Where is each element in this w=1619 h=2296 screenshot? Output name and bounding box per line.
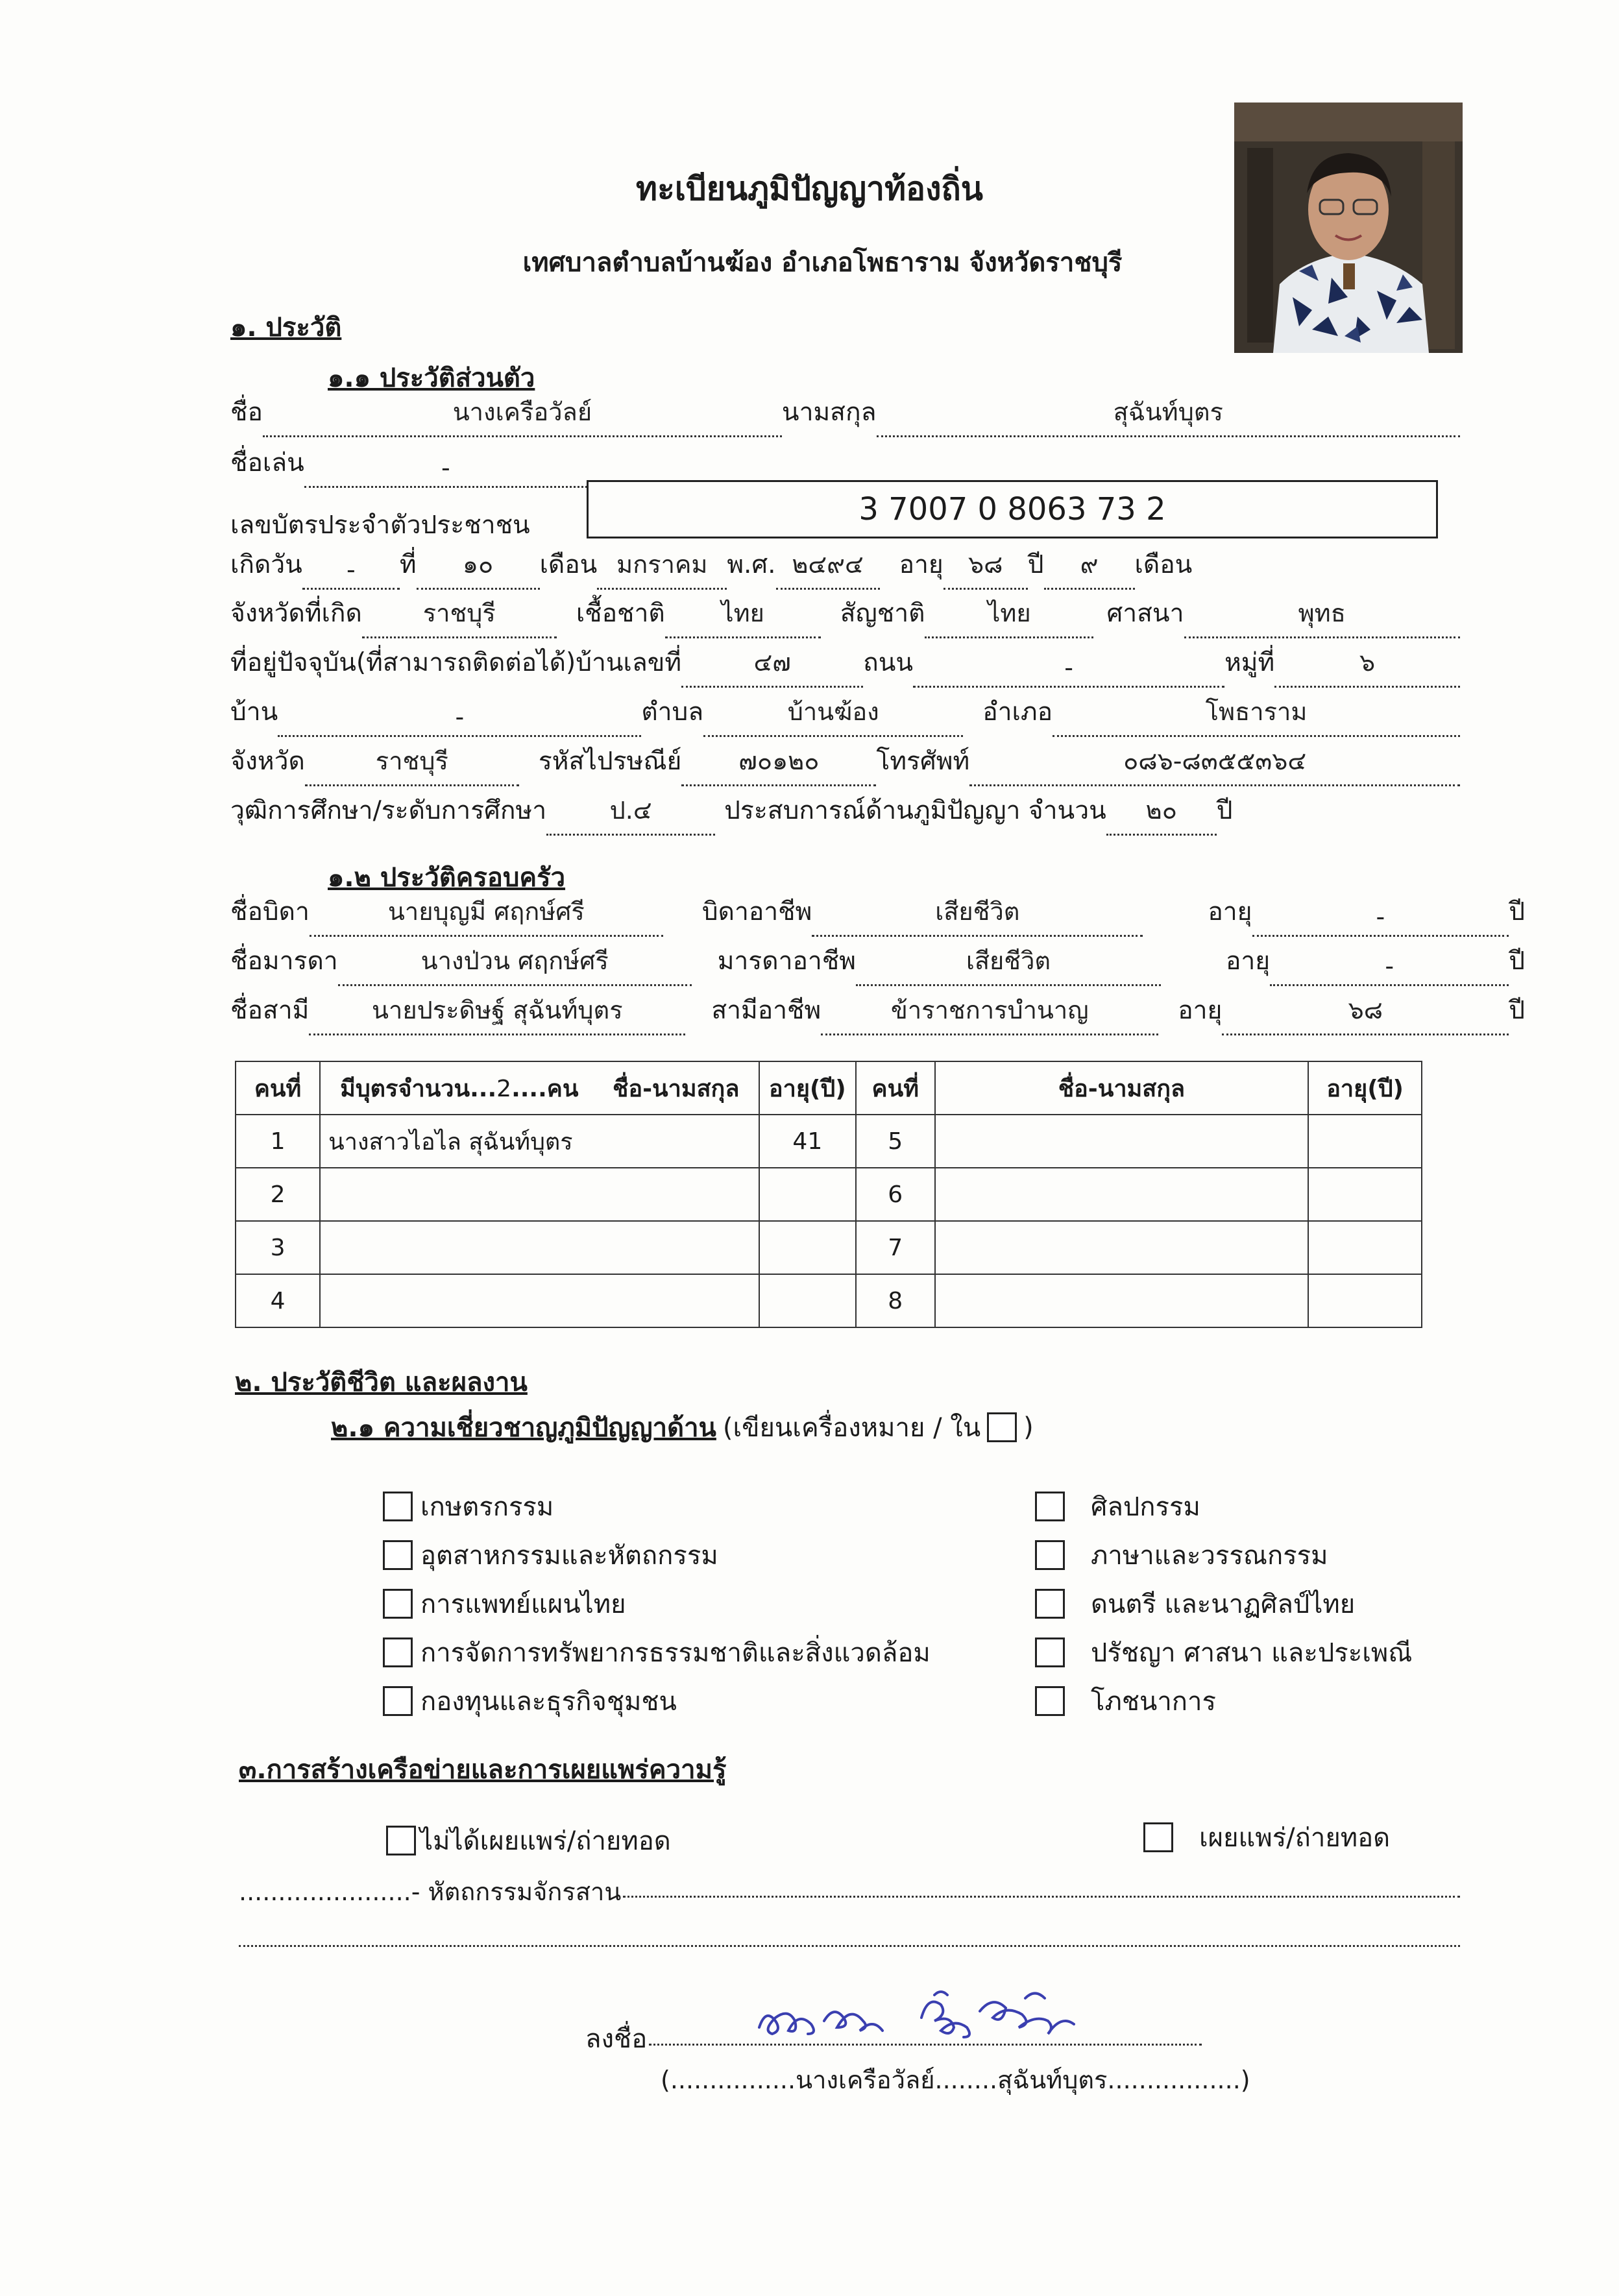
name-field: นางเครือวัลย์ — [263, 392, 782, 437]
option-label: เผยแพร่/ถ่ายทอด — [1199, 1823, 1391, 1853]
expertise-heading: ๒.๑ ความเชี่ยวชาญภูมิปัญญาด้าน — [331, 1413, 716, 1443]
checkbox[interactable] — [1035, 1589, 1065, 1619]
row-no-2: 5 — [856, 1115, 935, 1168]
mother-row — [230, 945, 1525, 986]
id-card-box: 3 7007 0 8063 73 2 — [587, 480, 1438, 538]
page-title: ทะเบียนภูมิปัญญาท้องถิ่น — [636, 170, 983, 208]
nationality-field: ไทย — [925, 593, 1093, 638]
checkbox[interactable] — [1035, 1540, 1065, 1570]
spouse-age-unit: ปี — [1509, 996, 1525, 1025]
children-table — [235, 1061, 1422, 1328]
locality-row — [230, 695, 1460, 737]
option-philosophy-religion[interactable] — [1035, 1632, 1412, 1673]
row-name: นางสาวไอไล สุฉันท์บุตร — [320, 1115, 759, 1168]
father-field: นายบุญมี ศฤกษ์ศรี — [310, 891, 663, 937]
section1-heading: ๑. ประวัติ — [230, 313, 342, 343]
mother-job-field: เสียชีวิต — [856, 941, 1161, 986]
district-field: โพธาราม — [1053, 692, 1460, 737]
moo-field: ๖ — [1274, 642, 1460, 688]
ethnicity-label: เชื้อชาติ — [576, 599, 665, 628]
date-field: ๑๐ — [417, 544, 540, 590]
nationality-label: สัญชาติ — [840, 599, 925, 628]
name-row — [230, 396, 1460, 437]
checkbox[interactable] — [383, 1637, 413, 1667]
spouse-age-field: ๖๘ — [1222, 990, 1509, 1035]
col-no-2: คนที่ — [856, 1061, 935, 1115]
col-name-2: ชื่อ-นามสกุล — [935, 1061, 1309, 1115]
row-name — [320, 1274, 759, 1327]
option-label: การแพทย์แผนไทย — [420, 1589, 626, 1619]
date-label: ที่ — [399, 550, 417, 579]
table-row — [236, 1274, 1422, 1327]
option-agriculture[interactable] — [383, 1486, 554, 1527]
note-checkbox-icon — [987, 1412, 1017, 1442]
spouse-age-label: อายุ — [1178, 996, 1223, 1025]
province-label: จังหวัด — [230, 747, 305, 776]
section3-heading: ๓.การสร้างเครือข่ายและการเผยแพร่ความรู้ — [239, 1755, 727, 1785]
children-table-header — [236, 1061, 1422, 1115]
transfer-note — [239, 1872, 621, 1911]
nickname-label: ชื่อเล่น — [230, 448, 304, 477]
row-no-2: 7 — [856, 1221, 935, 1274]
mother-field: นางป่วน ศฤกษ์ศรี — [338, 941, 692, 986]
row-name-2 — [935, 1115, 1309, 1168]
mother-job-label: มารดาอาชีพ — [717, 947, 856, 976]
moo-label: หมู่ที่ — [1224, 648, 1275, 677]
religion-field: พุทธ — [1184, 593, 1461, 638]
surname-label: นามสกุล — [781, 398, 877, 427]
table-row — [236, 1168, 1422, 1221]
father-job-field: เสียชีวิต — [812, 891, 1143, 937]
age-field: ๖๘ — [943, 544, 1028, 590]
years-label: ปี — [1027, 550, 1044, 579]
option-nutrition[interactable] — [1035, 1680, 1216, 1722]
postcode-label: รหัสไปรษณีย์ — [538, 747, 682, 776]
table-row — [236, 1221, 1422, 1274]
spouse-row — [230, 994, 1525, 1035]
children-count-suffix: ....คน — [511, 1075, 579, 1102]
option-label: โภชนาการ — [1091, 1687, 1216, 1717]
ethnicity-field: ไทย — [665, 593, 821, 638]
birth-label: เกิดวัน — [230, 550, 302, 579]
transfer-note-prefix: ...................... — [239, 1878, 411, 1906]
children-count-value: 2 — [496, 1075, 512, 1102]
section2-heading: ๒. ประวัติชีวิต และผลงาน — [235, 1368, 528, 1397]
origin-row — [230, 597, 1460, 638]
month-label: เดือน — [539, 550, 598, 579]
nickname-field: - — [304, 453, 587, 488]
row-age — [759, 1274, 856, 1327]
checkbox[interactable] — [383, 1589, 413, 1619]
table-row — [236, 1115, 1422, 1168]
col-age-2: อายุ(ปี) — [1308, 1061, 1422, 1115]
subdistrict-label: ตำบล — [641, 697, 704, 727]
option-music-dance[interactable] — [1035, 1583, 1355, 1625]
option-label: เกษตรกรรม — [420, 1492, 554, 1522]
mother-age-label: อายุ — [1225, 947, 1271, 976]
signature-label: ลงชื่อ — [585, 2024, 648, 2054]
option-arts[interactable] — [1035, 1486, 1200, 1527]
personal-heading: ๑.๑ ประวัติส่วนตัว — [328, 363, 535, 393]
option-natural-resources[interactable] — [383, 1632, 931, 1673]
mother-age-unit: ปี — [1509, 947, 1525, 976]
expertise-heading-row — [331, 1407, 1034, 1448]
birth-province-field: ราชบุรี — [362, 593, 557, 638]
months-field: ๙ — [1044, 544, 1135, 590]
birth-province-label: จังหวัดที่เกิด — [230, 599, 362, 628]
road-field: - — [913, 653, 1224, 688]
checkbox[interactable] — [383, 1492, 413, 1521]
row-name — [320, 1168, 759, 1221]
spouse-field: นายประดิษฐ์ สุฉันท์บุตร — [309, 990, 685, 1035]
experience-unit: ปี — [1216, 796, 1233, 825]
row-no: 3 — [236, 1221, 320, 1274]
row-age-2 — [1308, 1115, 1422, 1168]
address-row — [230, 646, 1460, 688]
birth-row — [230, 548, 1460, 590]
row-age — [759, 1168, 856, 1221]
row-age-2 — [1308, 1168, 1422, 1221]
experience-field: ๒๐ — [1106, 790, 1217, 836]
row-age-2 — [1308, 1221, 1422, 1274]
row-no: 4 — [236, 1274, 320, 1327]
dotted-line — [239, 1945, 1460, 1947]
spouse-job-field: ข้าราชการบำนาญ — [821, 990, 1158, 1035]
col-children-count — [320, 1061, 759, 1115]
education-row — [230, 794, 1372, 836]
village-field: - — [278, 703, 641, 737]
option-label: ไม่ได้เผยแพร่/ถ่ายทอด — [420, 1826, 671, 1856]
surname-field: สุฉันท์บุตร — [877, 392, 1461, 437]
signer-name: (................นางเครือวัลย์........สุฉันท์บุตร.................) — [661, 2066, 1250, 2094]
age-label: อายุ — [899, 550, 943, 579]
village-label: บ้าน — [230, 697, 278, 727]
religion-label: ศาสนา — [1106, 599, 1184, 628]
option-shared[interactable] — [1143, 1817, 1390, 1858]
portrait-photo — [1234, 103, 1463, 353]
row-no-2: 8 — [856, 1274, 935, 1327]
checkbox[interactable] — [383, 1540, 413, 1570]
checkbox[interactable] — [386, 1826, 416, 1855]
signature-image — [740, 1982, 1129, 2053]
phone-label: โทรศัพท์ — [876, 747, 970, 776]
father-age-field: - — [1252, 902, 1509, 937]
months-label: เดือน — [1134, 550, 1193, 579]
option-industry-craft[interactable] — [383, 1534, 718, 1576]
option-label: ปรัชญา ศาสนา และประเพณี — [1091, 1638, 1413, 1668]
year-field: ๒๔๙๔ — [776, 544, 880, 590]
district-label: อำเภอ — [982, 697, 1053, 727]
father-row — [230, 895, 1525, 937]
spouse-job-label: สามีอาชีพ — [711, 996, 822, 1025]
month-field: มกราคม — [597, 544, 727, 590]
mother-age-field: - — [1270, 952, 1509, 986]
option-not-shared[interactable] — [386, 1820, 671, 1861]
option-label: ดนตรี และนาฏศิลป์ไทย — [1091, 1589, 1356, 1619]
row-age: 41 — [759, 1115, 856, 1168]
option-label: การจัดการทรัพยากรธรรมชาติและสิ่งแวดล้อม — [420, 1638, 931, 1668]
row-no: 2 — [236, 1168, 320, 1221]
row-name-2 — [935, 1274, 1309, 1327]
contact-row — [230, 745, 1460, 786]
road-label: ถนน — [863, 648, 914, 677]
year-label: พ.ศ. — [727, 550, 776, 579]
house-number-field: ๔๗ — [681, 642, 863, 688]
experience-label: ประสบการณ์ด้านภูมิปัญญา จำนวน — [724, 796, 1106, 825]
col-no: คนที่ — [236, 1061, 320, 1115]
father-age-label: อายุ — [1208, 897, 1252, 926]
row-name-2 — [935, 1221, 1309, 1274]
mother-label: ชื่อมารดา — [230, 947, 338, 976]
address-label: ที่อยู่ปัจจุบัน(ที่สามารถติดต่อได้)บ้านเลขที่ — [230, 648, 682, 677]
row-age-2 — [1308, 1274, 1422, 1327]
row-age — [759, 1221, 856, 1274]
option-thai-medicine[interactable] — [383, 1583, 626, 1625]
expertise-note-end: ) — [1023, 1412, 1034, 1442]
father-age-unit: ปี — [1509, 897, 1525, 926]
row-no-2: 6 — [856, 1168, 935, 1221]
postcode-field: ๗๐๑๒๐ — [681, 741, 876, 786]
id-label: เลขบัตรประจำตัวประชาชน — [230, 511, 530, 540]
dotted-line — [623, 1896, 1460, 1898]
province-field: ราชบุรี — [305, 741, 519, 786]
transfer-note-text: - หัตถกรรมจักรสาน — [411, 1878, 622, 1906]
row-name — [320, 1221, 759, 1274]
nickname-row — [230, 446, 587, 488]
option-language-literature[interactable] — [1035, 1534, 1328, 1576]
name-label: ชื่อ — [230, 398, 263, 427]
family-heading: ๑.๒ ประวัติครอบครัว — [328, 863, 566, 893]
checkbox[interactable] — [1035, 1492, 1065, 1521]
option-community-fund[interactable] — [383, 1680, 677, 1722]
expertise-note: (เขียนเครื่องหมาย / ใน — [722, 1413, 981, 1443]
option-label: อุตสาหกรรมและหัตถกรรม — [420, 1541, 718, 1571]
option-label: กองทุนและธุรกิจชุมชน — [420, 1687, 677, 1717]
father-job-label: บิดาอาชีพ — [701, 897, 812, 926]
row-name-2 — [935, 1168, 1309, 1221]
phone-field: ๐๘๖-๘๓๕๕๓๖๔ — [969, 741, 1460, 786]
page-subtitle: เทศบาลตำบลบ้านฆ้อง อำเภอโพธาราม จังหวัดราชบุรี — [522, 248, 1123, 278]
col-name: ชื่อ-นามสกุล — [613, 1075, 740, 1102]
option-label: ศิลปกรรม — [1091, 1492, 1200, 1522]
checkbox[interactable] — [1143, 1822, 1173, 1852]
checkbox[interactable] — [383, 1686, 413, 1716]
father-label: ชื่อบิดา — [230, 897, 310, 926]
spouse-label: ชื่อสามี — [230, 996, 310, 1025]
education-field: ป.๔ — [546, 790, 715, 836]
education-label: วุฒิการศึกษา/ระดับการศึกษา — [230, 796, 547, 825]
subdistrict-field: บ้านฆ้อง — [703, 692, 963, 737]
checkbox[interactable] — [1035, 1686, 1065, 1716]
option-label: ภาษาและวรรณกรรม — [1091, 1541, 1328, 1571]
birth-day-field: - — [302, 555, 400, 590]
checkbox[interactable] — [1035, 1637, 1065, 1667]
col-age: อายุ(ปี) — [759, 1061, 856, 1115]
row-no: 1 — [236, 1115, 320, 1168]
children-count-prefix: มีบุตรจำนวน... — [340, 1075, 497, 1102]
